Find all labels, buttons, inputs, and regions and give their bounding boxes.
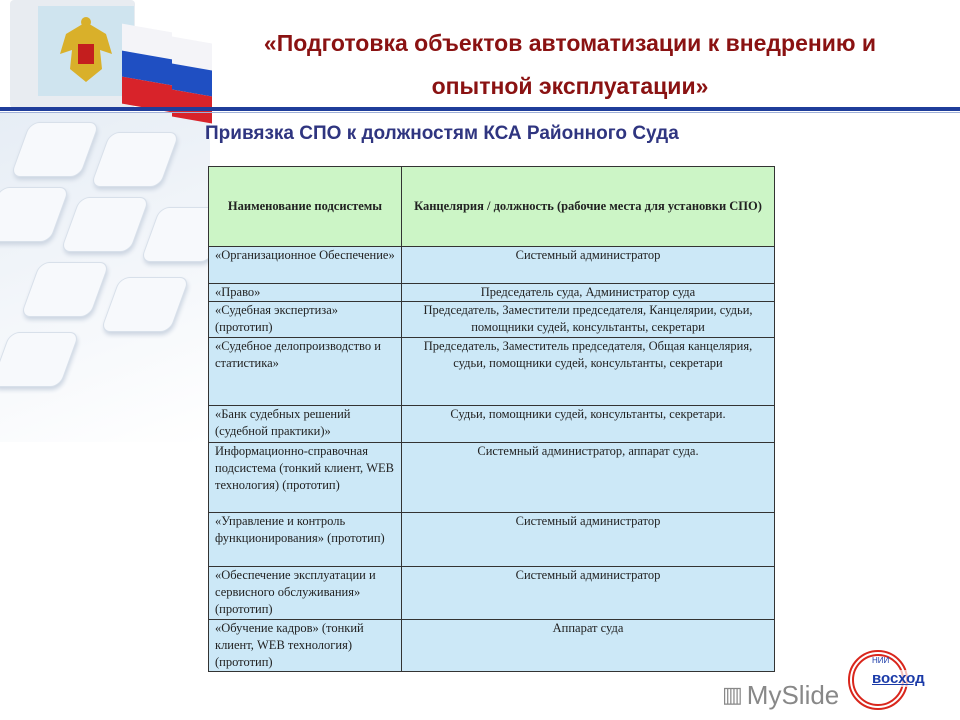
- monitor-image: [10, 0, 135, 108]
- presentation-icon: ▥: [722, 682, 743, 707]
- header-subsystem: Наименование подсистемы: [209, 167, 402, 247]
- subsystem-table: [208, 166, 775, 672]
- table-row: [209, 338, 775, 406]
- subsystem-cell: «Право»: [209, 284, 402, 302]
- table-header-row: [209, 167, 775, 247]
- subsystem-cell: «Судебное делопроизводство и статистика»: [209, 338, 402, 406]
- positions-cell: Системный администратор: [402, 247, 775, 284]
- table-row: [209, 567, 775, 620]
- positions-cell: Системный администратор: [402, 513, 775, 567]
- header-rule-thin: [0, 112, 960, 113]
- positions-cell: Председатель, Заместитель председателя, Общая канцелярия, судьи, помощники судей, консультанты, секретари: [402, 338, 775, 406]
- subsystem-cell: «Обеспечение эксплуатации и сервисного обслуживания» (прототип): [209, 567, 402, 620]
- subsystem-cell: «Организационное Обеспечение»: [209, 247, 402, 284]
- subsystem-cell: «Судебная экспертиза» (прототип): [209, 302, 402, 338]
- flag-image: [122, 24, 172, 113]
- subsystem-cell: «Банк судебных решений (судебной практики)»: [209, 406, 402, 443]
- header-positions: Канцелярия / должность (рабочие места для установки СПО): [402, 167, 775, 247]
- page-title: «Подготовка объектов автоматизации к внедрению и опытной эксплуатации»: [263, 30, 877, 99]
- subsystem-cell: «Управление и контроль функционирования» (прототип): [209, 513, 402, 567]
- keyboard-background: [0, 112, 210, 442]
- positions-cell: Председатель, Заместители председателя, Канцелярии, судьи, помощники судей, консультанты, секретари: [402, 302, 775, 338]
- logo-small-text: НИИ: [872, 656, 890, 665]
- positions-cell: Системный администратор: [402, 567, 775, 620]
- table-row: [209, 406, 775, 443]
- subsystem-cell: «Обучение кадров» (тонкий клиент, WEB технология) (прототип): [209, 620, 402, 672]
- watermark-text: MySlide: [746, 680, 840, 710]
- logo-text: восход: [872, 670, 925, 687]
- watermark: [722, 680, 839, 710]
- subsystem-cell: Информационно-справочная подсистема (тонкий клиент, WEB технология) (прототип): [209, 443, 402, 513]
- table-row: [209, 513, 775, 567]
- table-row: [209, 302, 775, 338]
- positions-cell: Системный администратор, аппарат суда.: [402, 443, 775, 513]
- coat-of-arms-icon: [56, 14, 116, 89]
- table-row: [209, 284, 775, 302]
- table-row: [209, 620, 775, 672]
- positions-cell: Судьи, помощники судей, консультанты, секретари.: [402, 406, 775, 443]
- page-subtitle: Привязка СПО к должностям КСА Районного Суда: [205, 123, 679, 144]
- positions-cell: Аппарат суда: [402, 620, 775, 672]
- table-row: [209, 443, 775, 513]
- positions-cell: Председатель суда, Администратор суда: [402, 284, 775, 302]
- table-row: [209, 247, 775, 284]
